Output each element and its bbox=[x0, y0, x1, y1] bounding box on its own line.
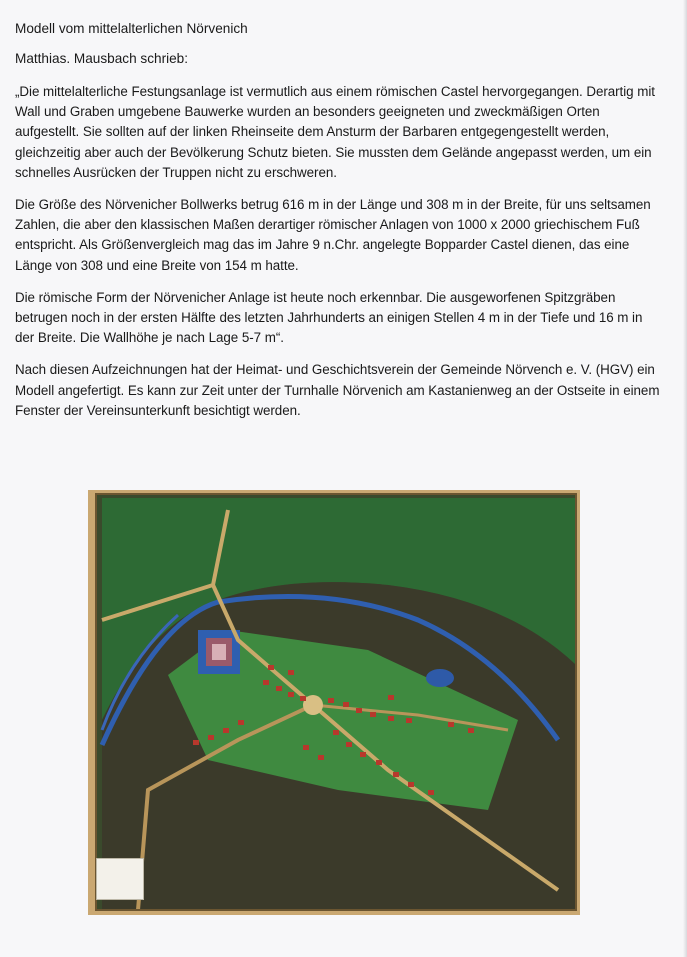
model-label-card bbox=[96, 858, 144, 900]
paragraph-3: Die römische Form der Nörvenicher Anlage ist heute noch erkennbar. Die ausgeworfenen Spitzgräben betrugen noch in der ersten Hälfte des letzten Jahrhunderts an einigen Stellen 4 m in der Tiefe und 16 m in der Breite. Die Wallhöhe je nach Lage 5-7 m“. bbox=[15, 289, 643, 346]
paragraph-4: Nach diesen Aufzeichnungen hat der Heimat- und Geschichtsverein der Gemeinde Nörvench e. V. (HGV) ein Modell angefertigt. Es kann zur Zeit unter der Turnhalle Nörvenich am Kastanienweg an der Ostseite in einem Fenster der Vereinsunterkunft besichtigt werden. bbox=[15, 362, 660, 418]
model-photo-drawing bbox=[88, 490, 580, 915]
page-edge bbox=[683, 0, 687, 957]
model-photo bbox=[88, 490, 580, 915]
paragraph-2: Die Größe des Nörvenicher Bollwerks betrug 616 m in der Länge und 308 m in der Breite, für uns seltsamen Zahlen, die aber den klassischen Maßen derartiger römischer Anlagen von 1000 x 2000 griechischem Fuß entspricht. Als Größenvergleich mag das im Jahre 9 n.Chr. angelegte Bopparder Castel dienen, das eine Länge von 308 und eine Breite von 154 m hatte. bbox=[15, 197, 651, 273]
document-body bbox=[15, 20, 665, 433]
paragraph-1: „Die mittelalterliche Festungsanlage ist vermutlich aus einem römischen Castel hervorgegangen. Derartig mit Wall und Graben umgebene Bauwerke wurden an besonders geeigneten und zweckmäßigen Orten aufgestellt. Sie sollten auf der linken Rheinseite dem Ansturm der Barbaren entgegengestellt werden, gleichzeitig aber auch der Bevölkerung Schutz bieten. Sie mussten dem Gelände angepasst werden, um ein schnelles Ausrücken der Truppen nicht zu erschweren. bbox=[15, 84, 655, 180]
document-title: Modell vom mittelalterlichen Nörvenich bbox=[15, 21, 248, 36]
author-line: Matthias. Mausbach schrieb: bbox=[15, 51, 189, 66]
